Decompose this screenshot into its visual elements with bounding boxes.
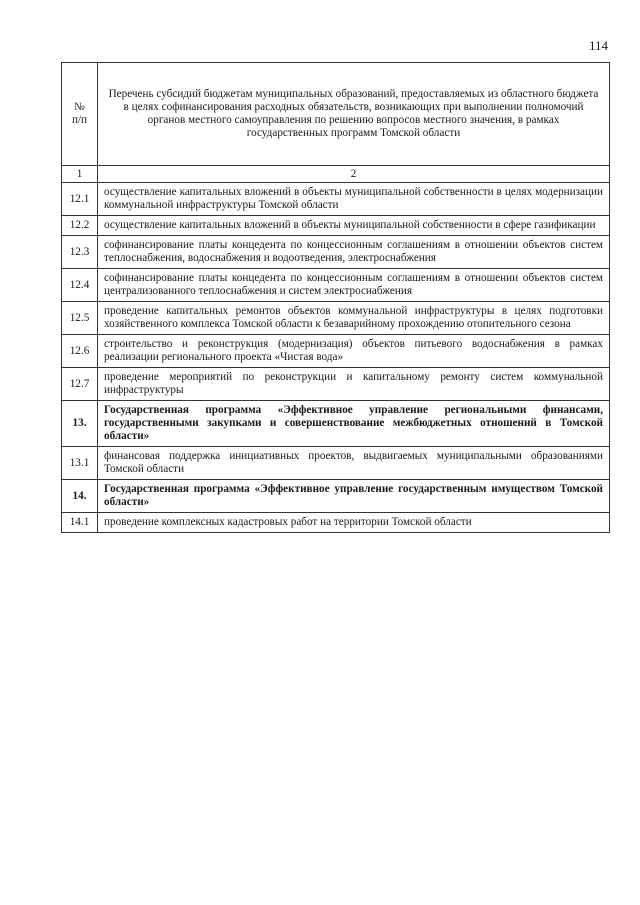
subsidies-table	[61, 62, 610, 533]
table-row	[62, 302, 610, 335]
table-row	[62, 368, 610, 401]
row-number: 12.5	[62, 302, 98, 335]
table-row	[62, 236, 610, 269]
row-number: 12.2	[62, 216, 98, 236]
row-text: софинансирование платы концедента по концессионным соглашениям в отношении объектов систем теплоснабжения, водоснабжения и водоотведения, электроснабжения	[98, 236, 610, 269]
table-row	[62, 183, 610, 216]
header-title-cell: Перечень субсидий бюджетам муниципальных образований, предоставляемых из областного бюджета в целях софинансирования расходных обязательств, возникающих при выполнении полномочий органов местного самоуправления по решению вопросов местного значения, в рамках государственных программ Томской области	[98, 63, 610, 166]
header-number-cell: № п/п	[62, 63, 98, 166]
row-text: осуществление капитальных вложений в объекты муниципальной собственности в целях модернизации коммунальной инфраструктуры Томской области	[98, 183, 610, 216]
column-number-row	[62, 166, 610, 183]
row-text: проведение мероприятий по реконструкции и капитальному ремонту систем коммунальной инфраструктуры	[98, 368, 610, 401]
row-text: софинансирование платы концедента по концессионным соглашениям в отношении объектов систем централизованного теплоснабжения и систем электроснабжения	[98, 269, 610, 302]
row-number: 13.1	[62, 447, 98, 480]
table-row	[62, 269, 610, 302]
row-number: 12.7	[62, 368, 98, 401]
table-body	[62, 183, 610, 533]
row-text: проведение комплексных кадастровых работ на территории Томской области	[98, 513, 610, 533]
row-number: 12.1	[62, 183, 98, 216]
table-row	[62, 216, 610, 236]
row-number: 12.4	[62, 269, 98, 302]
table-row	[62, 447, 610, 480]
row-number: 13.	[62, 401, 98, 447]
row-number: 12.6	[62, 335, 98, 368]
row-text: проведение капитальных ремонтов объектов коммунальной инфраструктуры в целях подготовки хозяйственного комплекса Томской области к безаварийному прохождению отопительного сезона	[98, 302, 610, 335]
table-row	[62, 513, 610, 533]
row-text: осуществление капитальных вложений в объекты муниципальной собственности в сфере газификации	[98, 216, 610, 236]
table-row	[62, 480, 610, 513]
row-number: 12.3	[62, 236, 98, 269]
table-row	[62, 401, 610, 447]
row-text: Государственная программа «Эффективное управление региональными финансами, государственными закупками и совершенствование межбюджетных отношений в Томской области»	[98, 401, 610, 447]
column-number-2: 2	[98, 166, 610, 183]
row-number: 14.	[62, 480, 98, 513]
table-row	[62, 335, 610, 368]
column-number-1: 1	[62, 166, 98, 183]
row-text: строительство и реконструкция (модернизация) объектов питьевого водоснабжения в рамках реализации регионального проекта «Чистая вода»	[98, 335, 610, 368]
row-text: финансовая поддержка инициативных проектов, выдвигаемых муниципальными образованиями Томской области	[98, 447, 610, 480]
row-number: 14.1	[62, 513, 98, 533]
table-header-row	[62, 63, 610, 166]
row-text: Государственная программа «Эффективное управление государственным имуществом Томской области»	[98, 480, 610, 513]
page-number: 114	[588, 38, 608, 53]
